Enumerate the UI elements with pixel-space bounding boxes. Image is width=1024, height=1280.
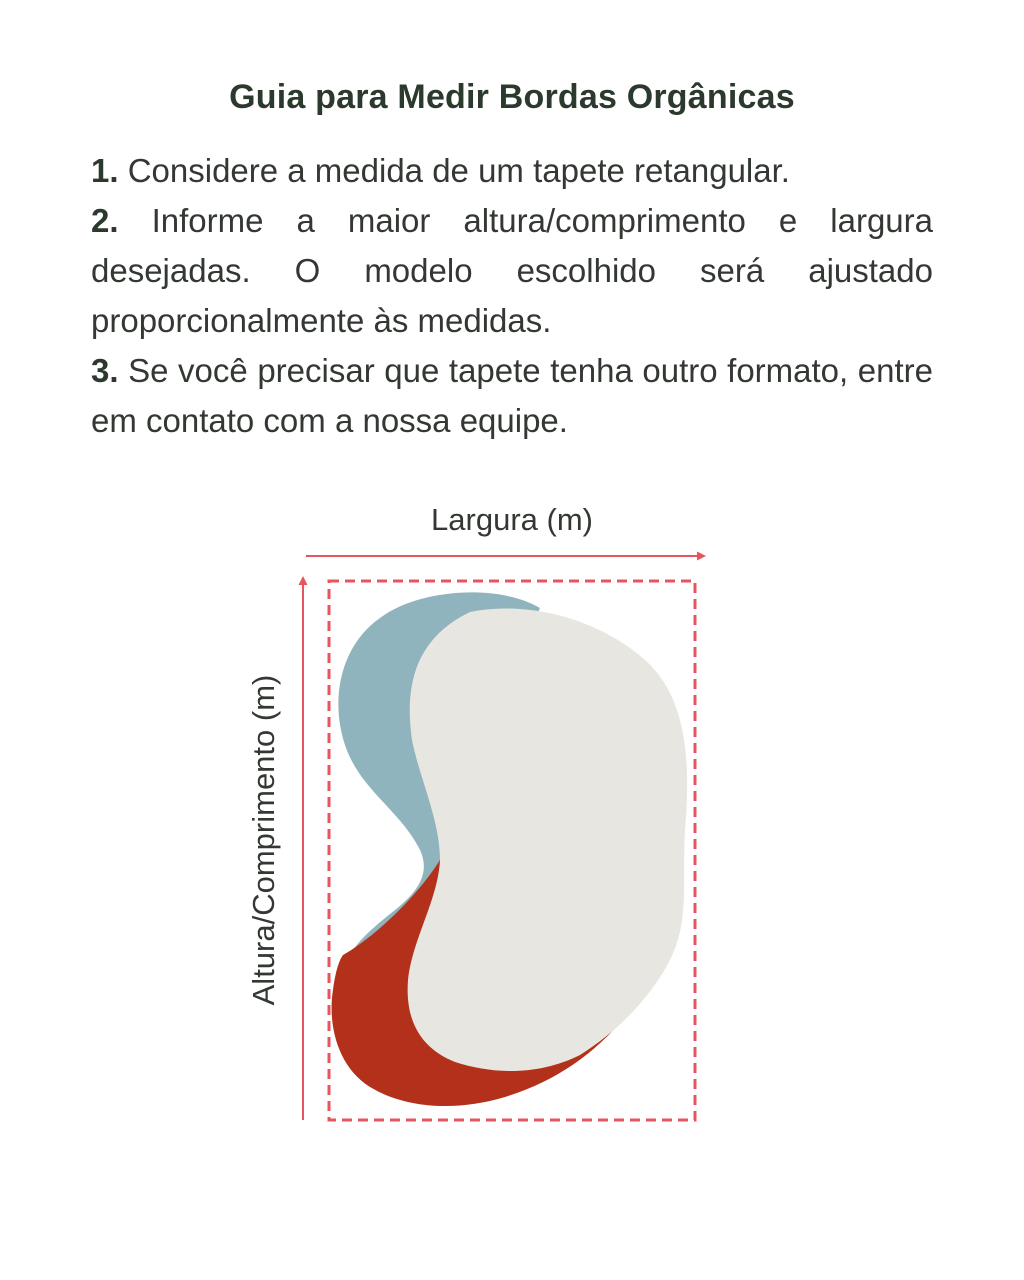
step-number: 3.	[91, 352, 119, 389]
step-text: Informe a maior altura/comprimento e largura desejadas. O modelo escolhido será ajustado proporcionalmente às medidas.	[91, 202, 933, 339]
step-text: Se você precisar que tapete tenha outro formato, entre em contato com a nossa equipe.	[91, 352, 933, 439]
height-arrow	[299, 576, 308, 1120]
step-number: 2.	[91, 202, 119, 239]
width-arrow	[306, 552, 706, 561]
page-title: Guia para Medir Bordas Orgânicas	[229, 78, 795, 116]
step-text: Considere a medida de um tapete retangular.	[118, 152, 790, 189]
width-label: Largura (m)	[431, 502, 593, 537]
organic-rug-image	[332, 592, 688, 1106]
height-label: Altura/Comprimento (m)	[246, 674, 281, 1006]
rug-cream-area	[408, 609, 688, 1071]
step-number: 1.	[91, 152, 119, 189]
